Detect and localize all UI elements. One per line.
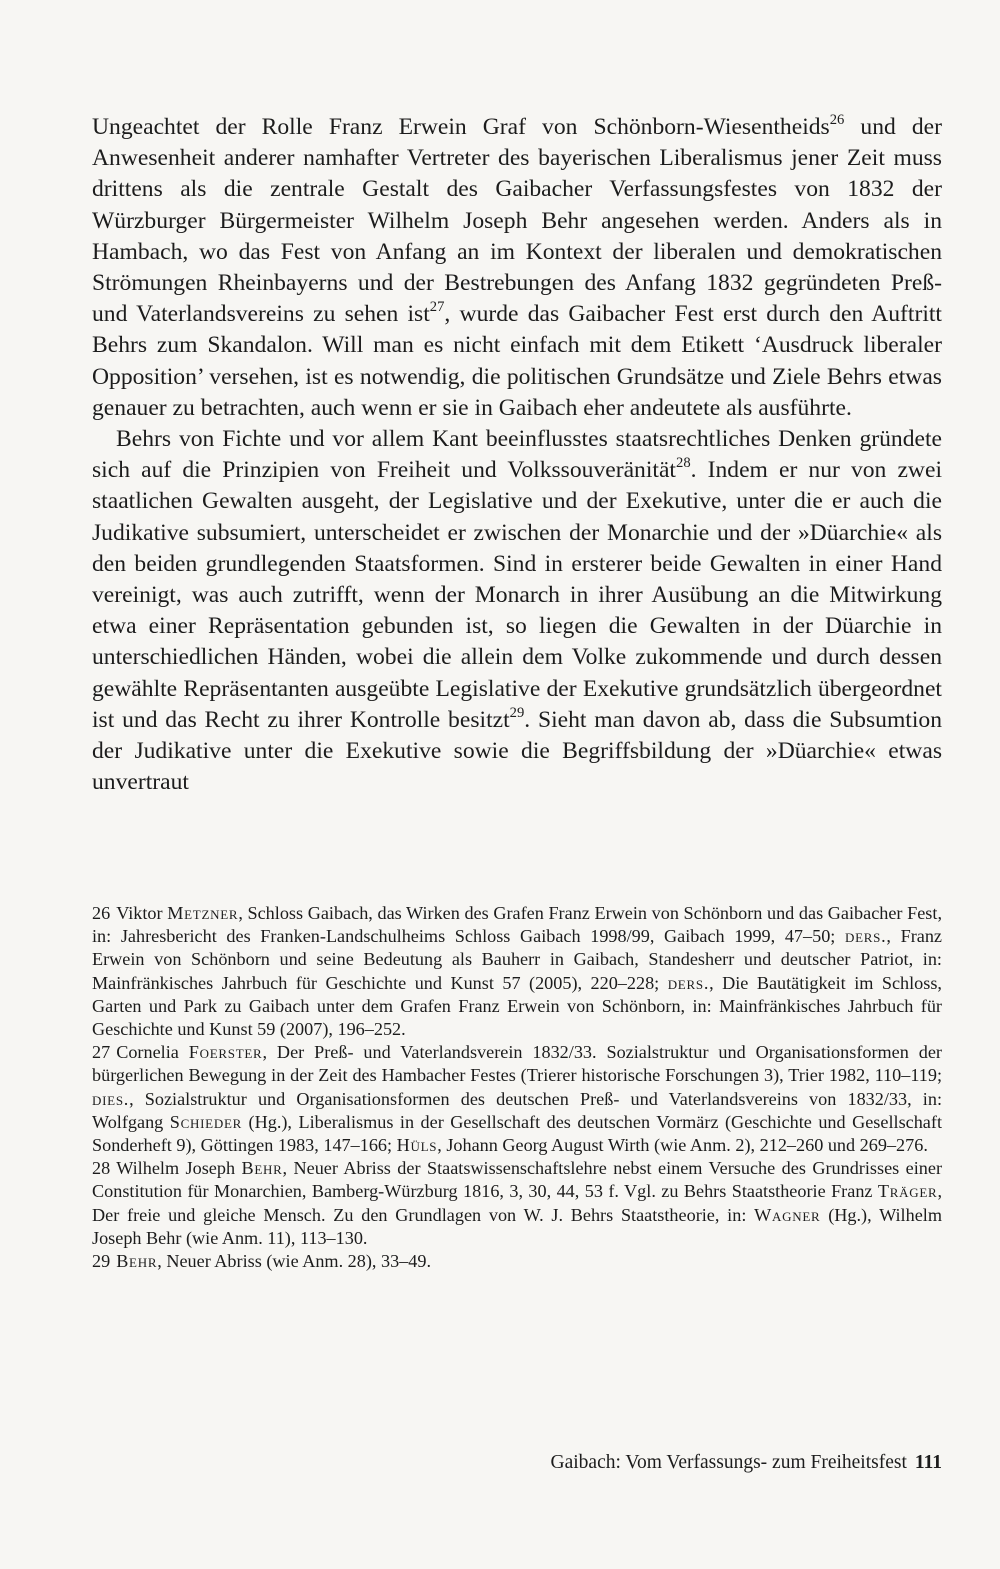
author-name: Wagner: [754, 1204, 821, 1225]
author-name: Metzner: [167, 903, 239, 923]
footnote-text: , Der freie und gleiche Mensch. Zu den Grundlagen von W. J. Behrs Staatstheorie, in:: [92, 1181, 942, 1225]
footnote-text: Cornelia: [116, 1042, 189, 1063]
text-segment: und der Anwesenheit anderer namhafter Vertreter des bayerischen Liberalismus jener Zeit muss drittens als die zentrale Gestalt des Gaibacher Verfassungsfestes von 1832 der Würzburger Bürgermeister Wilhelm Joseph Behr angesehen werden. Anders als in Hambach, wo das Fest von Anfang an im Kontext der liberalen und demokratischen Strömungen Rheinbayerns und der Bestrebungen des Anfang 1832 gegründeten Preß- und Vaterlandsvereins zu sehen ist: [92, 114, 942, 328]
paragraph-1: [92, 112, 942, 424]
footnote-text: , Die Bautätigkeit im Schloss, Garten und Park zu Gaibach unter dem Grafen Franz Erwein von Schönborn, in: Mainfränkisches Jahrbuch für Geschichte und Kunst 59 (2007), 196–252.: [92, 972, 942, 1040]
author-name: dies.: [92, 1088, 130, 1109]
footnote-text: , Franz Erwein von Schönborn und seine Bedeutung als Bauherr in Gaibach, Standesherr und deutscher Patriot, in: Mainfränkisches Jahrbuch für Geschichte und Kunst 57 (2005), 220–228;: [92, 926, 942, 993]
footnote-text: Viktor: [116, 903, 168, 923]
footnote-text: , Der Preß- und Vaterlandsverein 1832/33. Sozialstruktur und Organisationsformen der bürgerlichen Bewegung in der Zeit des Hambacher Festes (Trierer historische Forschungen 3), Trier 1982, 110–119;: [92, 1042, 942, 1086]
footnote-text: , Neuer Abriss (wie Anm. 28), 33–49.: [157, 1251, 432, 1272]
author-name: Hüls: [396, 1135, 438, 1156]
text-segment: . Sieht man davon ab, dass die Subsumtion der Judikative unter die Exekutive sowie die Begriffsbildung der »Düarchie« etwas unvertraut: [92, 706, 942, 796]
author-name: Schieder: [169, 1111, 243, 1132]
footnote-ref-26: 26: [829, 111, 845, 128]
footnote-27: [92, 1041, 942, 1157]
footnote-number: 28: [92, 1158, 111, 1179]
running-title: Gaibach: Vom Verfassungs- zum Freiheitsfest: [550, 1452, 907, 1473]
footnote-ref-27: 27: [429, 298, 445, 315]
author-name: Behr: [241, 1158, 283, 1179]
author-name: ders.: [844, 926, 887, 947]
footnote-text: , Sozialstruktur und Organisationsformen des deutschen Preß- und Vaterlandsvereins von 1832/33, in: Wolfgang: [92, 1088, 942, 1132]
author-name: Träger: [877, 1181, 938, 1202]
text-segment: , wurde das Gaibacher Fest erst durch den Auftritt Behrs zum Skandalon. Will man es nicht einfach mit dem Etikett ‘Ausdruck liberaler Opposition’ versehen, ist es notwendig, die politischen Grundsätze und Ziele Behrs etwas genauer zu betrachten, auch wenn er sie in Gaibach eher andeutete als ausführte.: [92, 301, 942, 421]
running-footer: [551, 1452, 942, 1474]
footnote-26: [92, 902, 942, 1041]
footnote-number: 27: [92, 1042, 111, 1063]
footnote-text: Wilhelm Joseph: [116, 1158, 242, 1179]
text-segment: Behrs von Fichte und vor allem Kant beeinflusstes staatsrechtliches Denken gründete sich auf die Prinzipien von Freiheit und Volkssouveränität: [92, 426, 942, 484]
footnote-text: , Neuer Abriss der Staatswissenschaftslehre nebst einem Versuche des Grundrisses einer Constitution für Monarchien, Bamberg-Würzburg 1816, 3, 30, 44, 53 f. Vgl. zu Behrs Staatstheorie Franz: [92, 1158, 942, 1202]
footnote-number: 29: [92, 1251, 111, 1272]
footnotes: [92, 902, 942, 1273]
paragraph-2: [92, 424, 942, 798]
text-segment: . Indem er nur von zwei staatlichen Gewalten ausgeht, der Legislative und der Exekutive, unter die er auch die Judikative subsumiert, unterscheidet er zwischen der Monarchie und der »Düarchie« als den beiden grundlegenden Staatsformen. Sind in ersterer beide Gewalten in einer Hand vereinigt, was auch zutrifft, wenn der Monarch in ihrer Ausübung an die Mitwirkung etwa einer Repräsentation gebunden ist, so liegen die Gewalten in der Düarchie in unterschiedlichen Händen, wobei die allein dem Volke zukommende und durch dessen gewählte Repräsentanten ausgeübte Legislative der Exekutive grundsätzlich übergeordnet ist und das Recht zu ihrer Kontrolle besitzt: [92, 457, 942, 733]
footnote-ref-29: 29: [509, 704, 525, 721]
main-text: [92, 112, 942, 798]
author-name: Behr: [116, 1251, 158, 1272]
author-name: ders.: [667, 972, 710, 993]
footnote-ref-28: 28: [676, 455, 691, 471]
footnote-text: , Johann Georg August Wirth (wie Anm. 2), 212–260 und 269–276.: [437, 1135, 928, 1156]
footnote-text: , Schloss Gaibach, das Wirken des Grafen Franz Erwein von Schönborn und das Gaibacher Fest, in: Jahresbericht des Franken-Landschulheims Schloss Gaibach 1998/99, Gaibach 1999, 47–50;: [92, 903, 942, 947]
page-number: 111: [914, 1452, 942, 1473]
footnote-text: (Hg.), Wilhelm Joseph Behr (wie Anm. 11), 113–130.: [92, 1204, 942, 1248]
footnote-28: [92, 1157, 942, 1250]
text-segment: Ungeachtet der Rolle Franz Erwein Graf von Schönborn-Wiesentheids: [92, 114, 830, 140]
footnote-29: [92, 1250, 942, 1273]
footnote-text: (Hg.), Liberalismus in der Gesellschaft des deutschen Vormärz (Geschichte und Gesellschaft Sonderheft 9), Göttingen 1983, 147–166;: [92, 1111, 942, 1156]
footnote-number: 26: [92, 903, 111, 923]
author-name: Foerster: [188, 1042, 263, 1063]
